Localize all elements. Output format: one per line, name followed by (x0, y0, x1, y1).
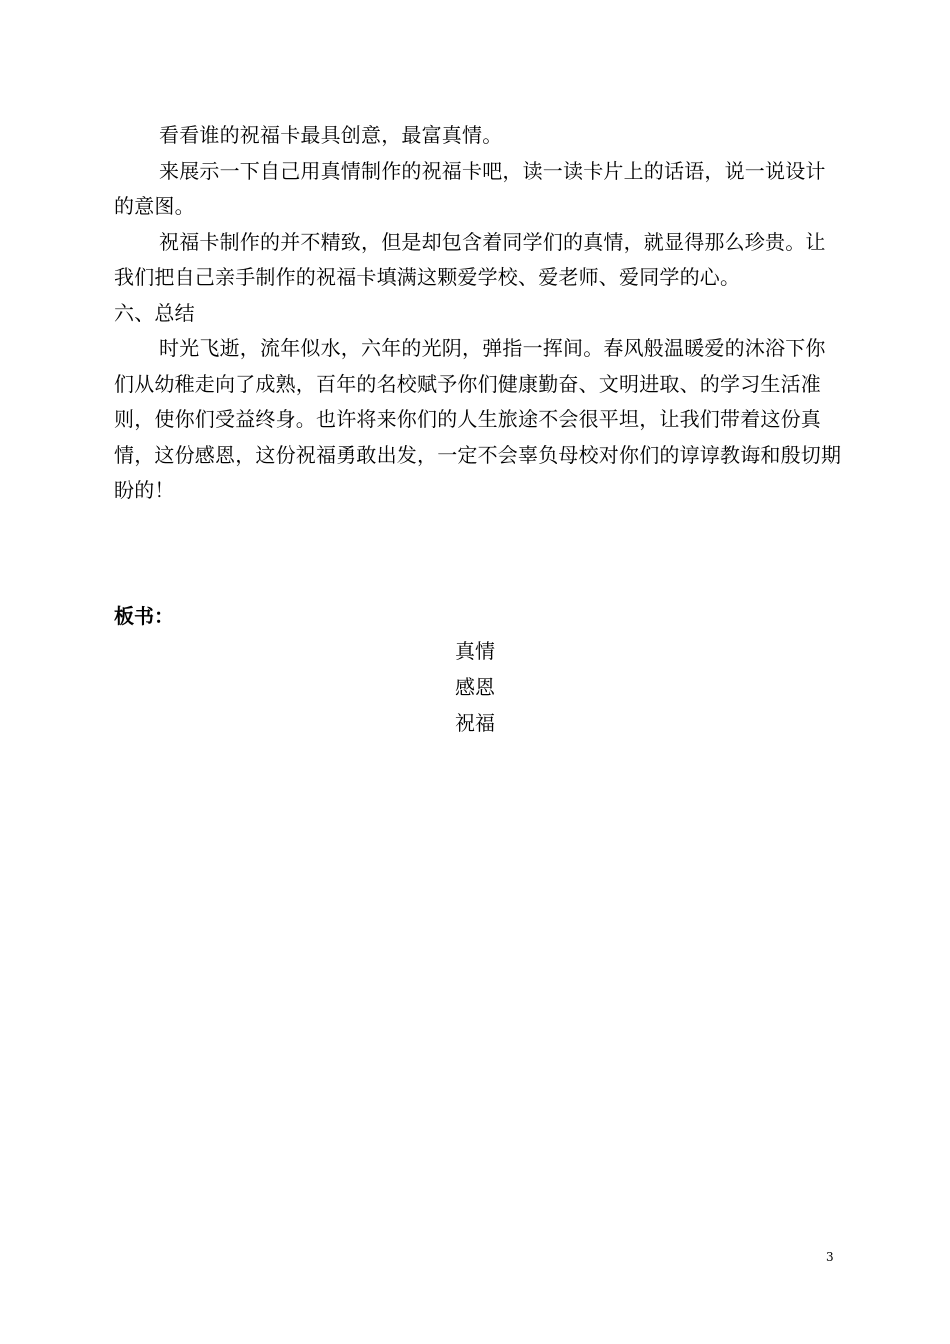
board-items (0, 633, 950, 741)
paragraph: 来展示一下自己用真情制作的祝福卡吧，读一读卡片上的话语，说一说设计的意图。 (114, 158, 826, 218)
body-text (114, 118, 844, 509)
board-title: 板书： (114, 604, 174, 628)
board-item: 感恩 (455, 675, 495, 699)
paragraph: 祝福卡制作的并不精致，但是却包含着同学们的真情，就显得那么珍贵。让我们把自己亲手制作的祝福卡填满这颗爱学校、爱老师、爱同学的心。 (114, 229, 826, 289)
board-item: 真情 (455, 639, 495, 663)
paragraph: 时光飞逝，流年似水，六年的光阴，弹指一挥间。春风般温暖爱的沐浴下你们从幼稚走向了成熟，百年的名校赋予你们健康勤奋、文明进取、的学习生活准则，使你们受益终身。也许将来你们的人生旅途不会很平坦，让我们带着这份真情，这份感恩，这份祝福勇敢出发，一定不会辜负母校对你们的谆谆教诲和殷切期盼的！ (114, 336, 842, 502)
section-heading: 六、总结 (114, 300, 195, 325)
page-number: 3 (826, 1250, 834, 1264)
board-item: 祝福 (455, 711, 495, 735)
paragraph: 看看谁的祝福卡最具创意，最富真情。 (159, 123, 503, 147)
